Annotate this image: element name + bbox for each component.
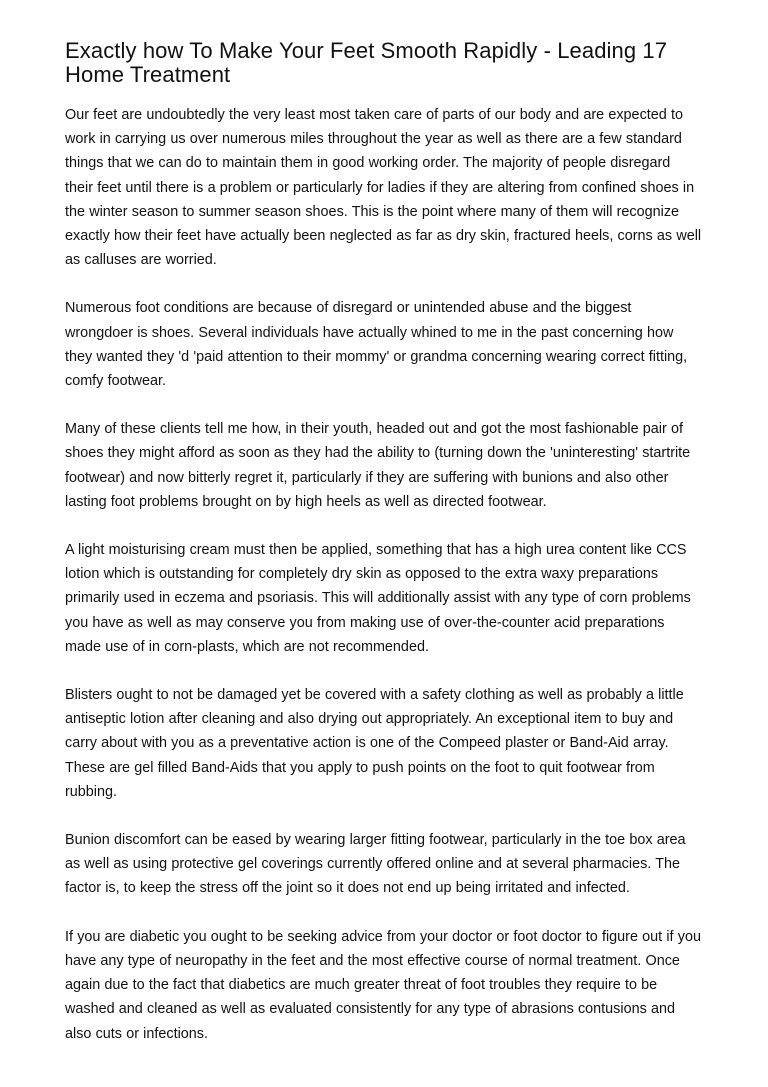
paragraph-5: Blisters ought to not be damaged yet be covered with a safety clothing as well as probably a little antiseptic lotion after cleaning and also drying out appropriately. An exceptional item to buy and carry about with you as a preventative action is one of the Compeed plaster or Band-Aid array. These are gel filled Band-Aids that you apply to push points on the foot to quit footwear from rubbing. xyxy=(65,687,684,800)
page-title: Exactly how To Make Your Feet Smooth Rapidly - Leading 17 Home Treatment xyxy=(65,38,668,87)
paragraph-7: If you are diabetic you ought to be seeking advice from your doctor or foot doctor to figure out if you have any type of neuropathy in the feet and the most effective course of normal treatment. Once again due to the fact that diabetics are much greater threat of foot troubles they require to be washed and cleaned as well as evaluated consistently for any type of abrasions contusions and also cuts or infections. xyxy=(65,928,701,1042)
paragraph-3: Many of these clients tell me how, in their youth, headed out and got the most fashionable pair of shoes they might afford as soon as they had the ability to (turning down the 'uninteresting' startrite footwear) and now bitterly regret it, particularly if they are suffering with bunions and also other lasting foot problems brought on by high heels as well as directed footwear. xyxy=(65,421,691,510)
paragraph-4: A light moisturising cream must then be applied, something that has a high urea content like CCS lotion which is outstanding for completely dry skin as opposed to the extra waxy preparations primarily used in eczema and psoriasis. This will additionally assist with any type of corn problems you have as well as may conserve you from making use of over-the-counter acid preparations made use of in corn-plasts, which are not recommended. xyxy=(65,542,691,655)
paragraph-1: Our feet are undoubtedly the very least most taken care of parts of our body and are expected to work in carrying us over numerous miles throughout the year as well as there are a few standard things that we can do to maintain them in good working order. The majority of people disregard their feet until there is a problem or particularly for ladies if they are altering from confined shoes in the winter season to summer season shoes. This is the point where many of them will recognize exactly how their feet have actually been neglected as far as dry skin, fractured heels, corns as well as calluses are worried. xyxy=(65,107,702,269)
paragraph-6: Bunion discomfort can be eased by wearing larger fitting footwear, particularly in the toe box area as well as using protective gel coverings currently offered online and at several pharmacies. The factor is, to keep the stress off the joint so it does not end up being irritated and infected. xyxy=(65,832,686,897)
paragraph-2: Numerous foot conditions are because of disregard or unintended abuse and the biggest wrongdoer is shoes. Several individuals have actually whined to me in the past concerning how they wanted they 'd 'paid attention to their mommy' or grandma concerning wearing correct fitting, comfy footwear. xyxy=(65,300,688,390)
